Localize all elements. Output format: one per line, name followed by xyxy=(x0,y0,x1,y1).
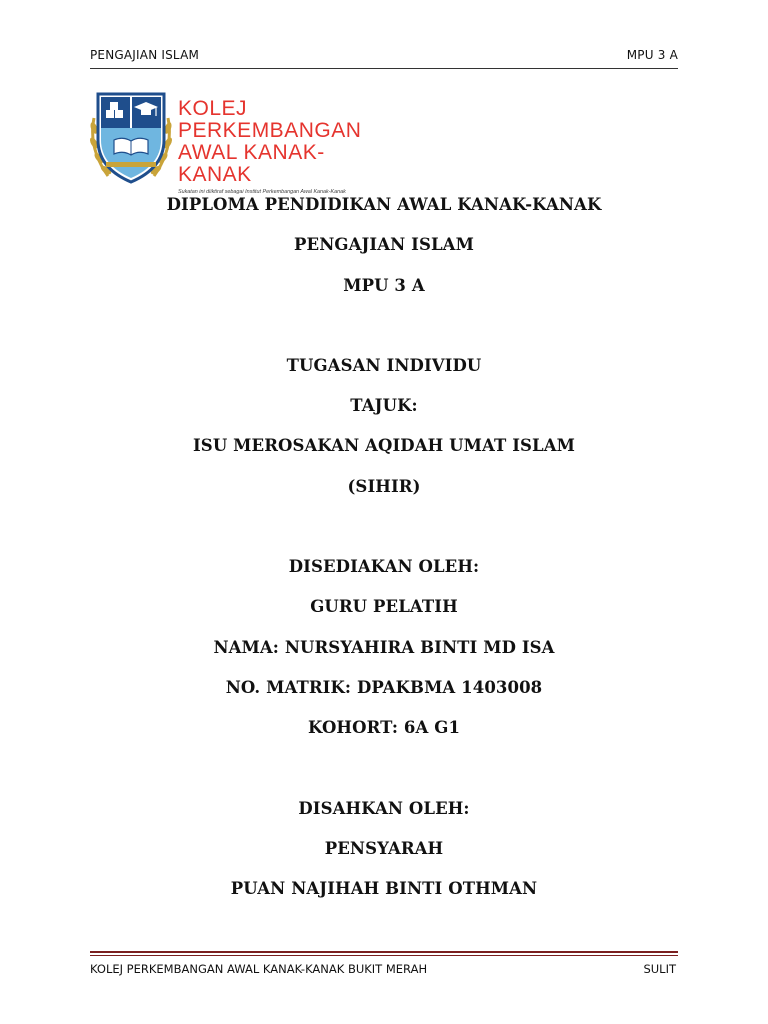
assignment-type: TUGASAN INDIVIDU xyxy=(286,356,482,375)
college-name-line-3: AWAL KANAK-KANAK xyxy=(178,141,325,186)
header-code: MPU 3 A xyxy=(626,48,678,62)
program-title: DIPLOMA PENDIDIKAN AWAL KANAK-KANAK xyxy=(166,195,602,214)
topic-title: ISU MEROSAKAN AQIDAH UMAT ISLAM xyxy=(192,436,576,455)
header-divider xyxy=(90,68,678,69)
topic-label: TAJUK: xyxy=(350,396,418,415)
course-code: MPU 3 A xyxy=(343,276,425,295)
lecturer-name: PUAN NAJIHAH BINTI OTHMAN xyxy=(230,879,538,898)
prepared-by-label: DISEDIAKAN OLEH: xyxy=(288,557,480,576)
shield-emblem-icon xyxy=(88,88,174,188)
student-name: NAMA: NURSYAHIRA BINTI MD ISA xyxy=(213,638,555,657)
topic-subtitle: (SIHIR) xyxy=(347,477,421,496)
subject-title: PENGAJIAN ISLAM xyxy=(294,235,474,254)
cohort: KOHORT: 6A G1 xyxy=(307,718,461,737)
college-name xyxy=(178,98,388,196)
page-footer xyxy=(90,962,678,982)
student-role: GURU PELATIH xyxy=(310,597,458,616)
college-name-line-2: PERKEMBANGAN xyxy=(178,119,362,142)
lecturer-role: PENSYARAH xyxy=(324,839,444,858)
college-logo xyxy=(88,88,388,195)
college-tagline: Sukatan ini diiktiraf sebagai Institut Perkembangan Awal Kanak-Kanak xyxy=(178,189,346,195)
page-header xyxy=(90,46,678,68)
footer-divider-thick xyxy=(90,951,678,953)
footer-divider-thin xyxy=(90,955,678,956)
matric-number: NO. MATRIK: DPAKBMA 1403008 xyxy=(225,678,543,697)
header-subject: PENGAJIAN ISLAM xyxy=(90,48,200,62)
footer-classification: SULIT xyxy=(643,962,676,976)
footer-college: KOLEJ PERKEMBANGAN AWAL KANAK-KANAK BUKIT MERAH xyxy=(90,962,428,976)
college-name-line-1: KOLEJ xyxy=(178,97,248,120)
verified-by-label: DISAHKAN OLEH: xyxy=(298,799,470,818)
